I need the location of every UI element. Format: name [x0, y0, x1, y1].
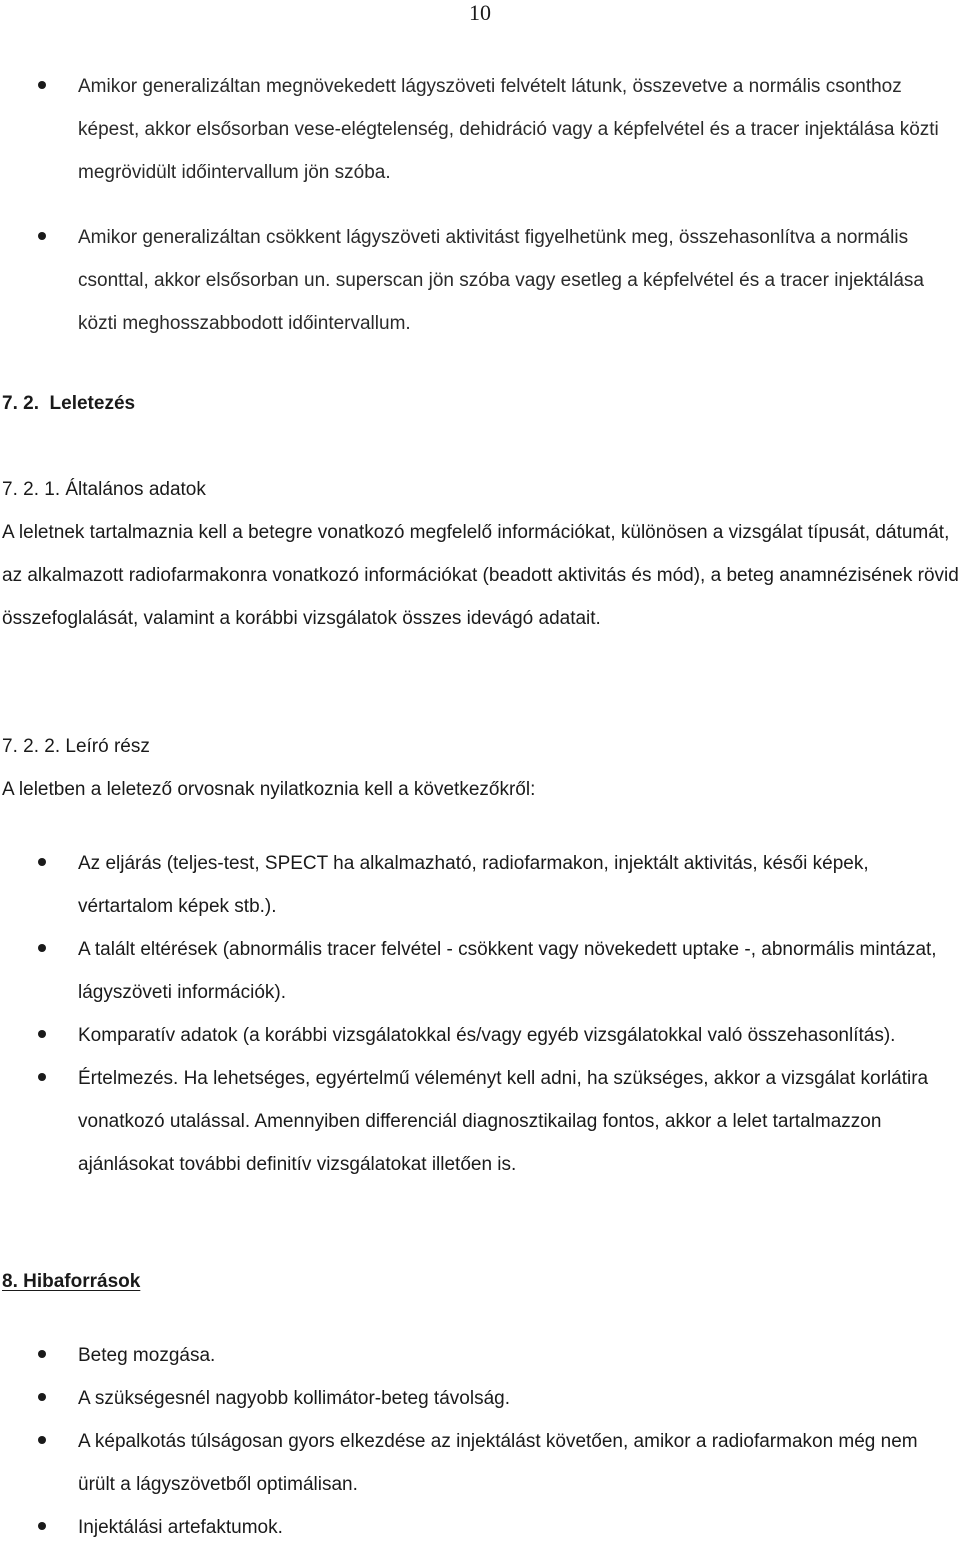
bullet-icon	[38, 81, 46, 89]
section-heading-7-2: 7. 2. Leletezés	[2, 393, 136, 414]
list-item-text: Amikor generalizáltan csökkent lágyszöveti aktivitást figyelhetünk meg, összehasonlítva a normális csonttal, akkor elsősorban un. superscan jön szóba vagy esetleg a képfelvétel és a tracer injektálása közti meghosszabbodott időintervallum.	[78, 227, 924, 334]
intro-bullet-list	[0, 65, 960, 345]
list-item-text: Az eljárás (teljes-test, SPECT ha alkalmazható, radiofarmakon, injektált aktivitás, késői képek, vértartalom képek stb.).	[78, 853, 869, 917]
hibaforrasok-bullet-list	[0, 1334, 960, 1549]
section-heading-8: 8. Hibaforrások	[2, 1271, 141, 1292]
page-number: 10	[469, 0, 491, 25]
leiro-resz-bullet-list	[0, 842, 960, 1186]
list-item-text: A képalkotás túlságosan gyors elkezdése az injektálást követően, amikor a radiofarmakon még nem ürült a lágyszövetből optimálisan.	[78, 1431, 918, 1495]
list-item	[0, 216, 960, 345]
section-heading-7-2-2: 7. 2. 2. Leíró rész	[2, 736, 150, 757]
section-body-7-2-1: A leletnek tartalmaznia kell a betegre vonatkozó megfelelő információkat, különösen a vizsgálat típusát, dátumát, az alkalmazott radiofarmakonra vonatkozó információkat (beadott aktivitás és mód), a beteg anamnézisének rövid összefoglalását, valamint a korábbi vizsgálatok összes idevágó adatait.	[2, 522, 959, 629]
list-item	[0, 1506, 960, 1549]
list-item	[0, 928, 960, 1014]
bullet-icon	[38, 858, 46, 866]
bullet-icon	[38, 944, 46, 952]
list-item-text: A szükségesnél nagyobb kollimátor-beteg távolság.	[78, 1388, 510, 1409]
list-item	[0, 1420, 960, 1506]
bullet-icon	[38, 1522, 46, 1530]
list-item-text: Amikor generalizáltan megnövekedett lágyszöveti felvételt látunk, összevetve a normális csonthoz képest, akkor elsősorban vese-elégtelenség, dehidráció vagy a képfelvétel és a tracer injektálása közti megrövidült időintervallum jön szóba.	[78, 76, 939, 183]
list-item	[0, 1377, 960, 1420]
bullet-icon	[38, 1436, 46, 1444]
section-heading-7-2-1: 7. 2. 1. Általános adatok	[2, 479, 206, 500]
bullet-icon	[38, 1073, 46, 1081]
list-item-text: A talált eltérések (abnormális tracer felvétel - csökkent vagy növekedett uptake -, abnormális mintázat, lágyszöveti információk).	[78, 939, 937, 1003]
section-intro-7-2-2: A leletben a leletező orvosnak nyilatkoznia kell a következőkről:	[2, 779, 536, 800]
bullet-icon	[38, 232, 46, 240]
list-item	[0, 65, 960, 194]
bullet-icon	[38, 1393, 46, 1401]
bullet-icon	[38, 1350, 46, 1358]
list-item	[0, 842, 960, 928]
list-item-text: Injektálási artefaktumok.	[78, 1517, 283, 1538]
list-item-text: Értelmezés. Ha lehetséges, egyértelmű véleményt kell adni, ha szükséges, akkor a vizsgálat korlátira vonatkozó utalással. Amennyiben differenciál diagnosztikailag fontos, akkor a lelet tartalmazzon ajánlásokat további definitív vizsgálatokat illetően is.	[78, 1068, 929, 1175]
list-item	[0, 1334, 960, 1377]
list-item	[0, 1057, 960, 1186]
list-item	[0, 1014, 960, 1057]
list-item-text: Komparatív adatok (a korábbi vizsgálatokkal és/vagy egyéb vizsgálatokkal való összehasonlítás).	[78, 1025, 896, 1046]
bullet-icon	[38, 1030, 46, 1038]
list-item-text: Beteg mozgása.	[78, 1345, 216, 1366]
